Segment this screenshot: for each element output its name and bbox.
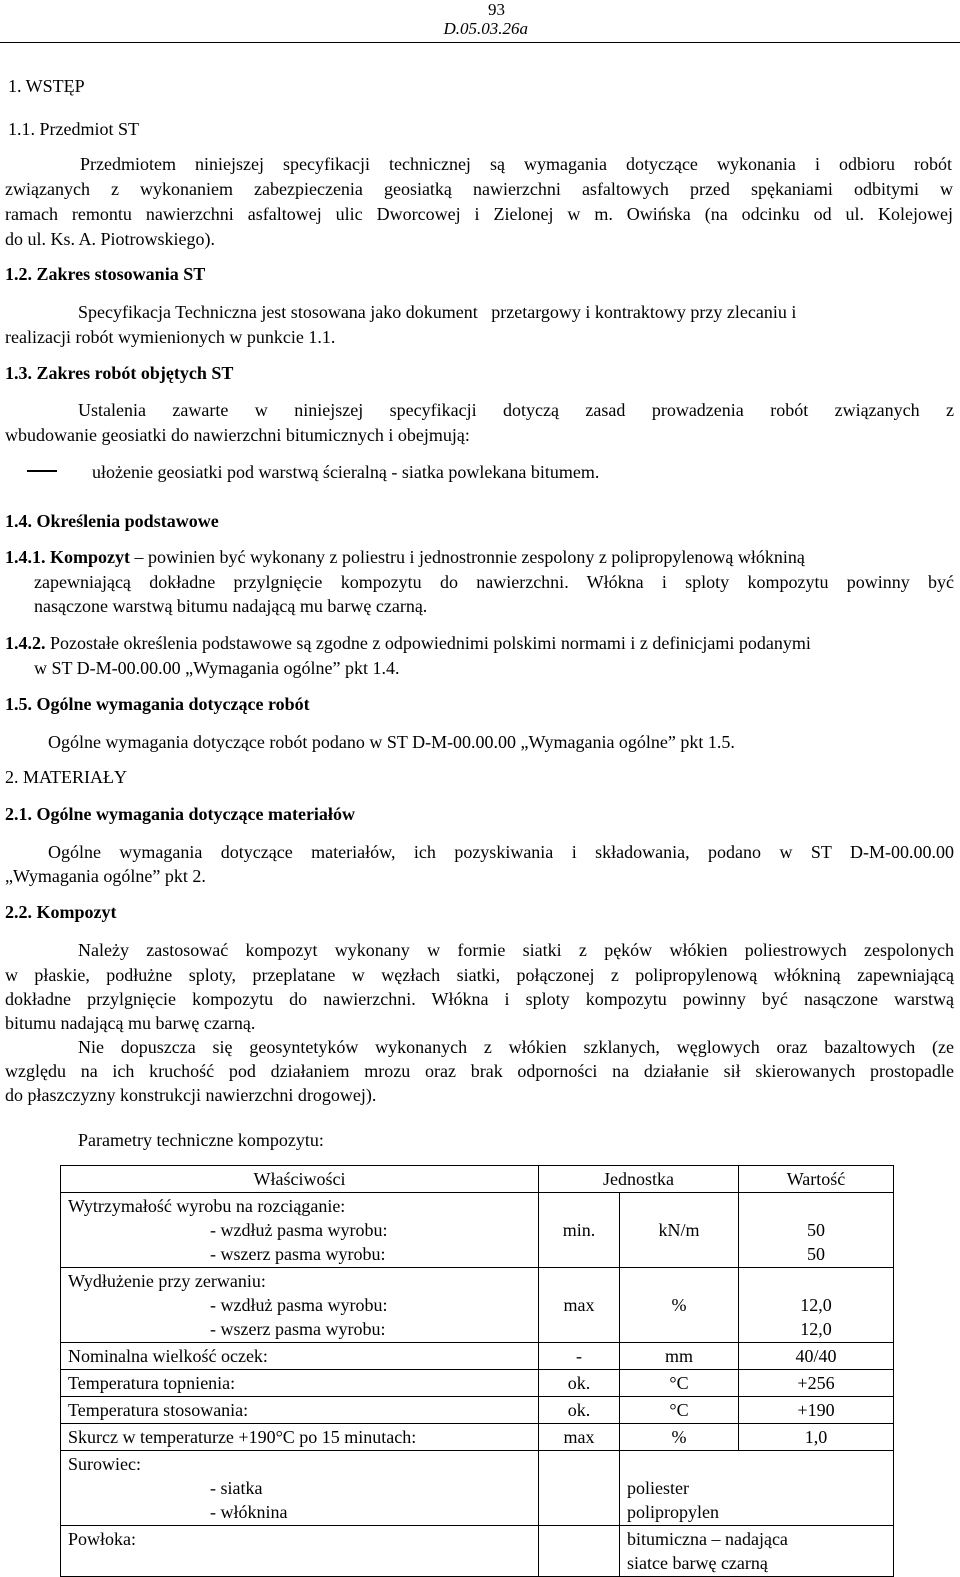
value: 12,0 [800, 1295, 832, 1315]
property-name: Wydłużenie przy zerwaniu: [68, 1271, 266, 1291]
section-2-2-line: bitumu nadającą mu barwę czarną. [5, 1013, 256, 1033]
unit-prefix: ok. [539, 1397, 620, 1424]
property-sub: - siatka [210, 1478, 263, 1498]
header-value: Wartość [739, 1166, 894, 1193]
property-sub: - wzdłuż pasma wyrobu: [210, 1295, 388, 1315]
table-row [61, 1193, 894, 1268]
value: 50 [807, 1244, 825, 1264]
unit-prefix: ok. [539, 1370, 620, 1397]
property-sub: - włóknina [210, 1502, 288, 1522]
section-1-2-line: Specyfikacja Techniczna jest stosowana jako dokument przetargowy i kontraktowy przy zlecaniu i [78, 302, 797, 322]
unit: kN/m [620, 1193, 739, 1268]
property-name: Nominalna wielkość oczek: [61, 1343, 539, 1370]
section-2-2-line: dokładne przylgnięcie kompozytu do nawierzchni. Włókna i sploty kompozytu powinny być nasączone warstwą [5, 989, 954, 1009]
section-2-2-line: Należy zastosować kompozyt wykonany w formie siatki z pęków włókien poliestrowych zespolonych [78, 940, 954, 960]
value: 40/40 [739, 1343, 894, 1370]
value: +190 [739, 1397, 894, 1424]
table-row [61, 1343, 894, 1370]
section-1-4-1-line: zapewniającą dokładne przylgnięcie kompozytu do nawierzchni. Włókna i sploty kompozytu powinny być [34, 572, 954, 592]
item-number: 1.4.2. [5, 633, 46, 653]
property-sub: - wzdłuż pasma wyrobu: [210, 1220, 388, 1240]
property-name: Temperatura stosowania: [61, 1397, 539, 1424]
section-1-4-2-line: w ST D-M-00.00.00 „Wymagania ogólne” pkt 1.4. [34, 658, 400, 678]
section-2-2-line: do płaszczyzny konstrukcji nawierzchni drogowej). [5, 1085, 377, 1105]
definition-text: Pozostałe określenia podstawowe są zgodne z odpowiednimi polskimi normami i z definicjami podanymi [45, 633, 811, 653]
document-code: D.05.03.26a [443, 19, 528, 38]
section-1-1-line: ramach remontu nawierzchni asfaltowej ulic Dworcowej i Zielonej w m. Owińska (na odcinku od ul. Kolejowej [5, 204, 953, 224]
section-2-1-heading: 2.1. Ogólne wymagania dotyczące materiałów [5, 804, 355, 824]
unit-prefix: max [539, 1424, 620, 1451]
section-1-4-heading: 1.4. Określenia podstawowe [5, 511, 219, 531]
unit: °C [620, 1370, 739, 1397]
unit: % [620, 1268, 739, 1343]
section-2-2-heading: 2.2. Kompozyt [5, 902, 117, 922]
table-row [61, 1370, 894, 1397]
value: 12,0 [800, 1319, 832, 1339]
section-1-4-1-first-line [5, 547, 805, 568]
table-row [61, 1451, 894, 1526]
section-1-1-heading: 1.1. Przedmiot ST [8, 119, 139, 139]
value: poliester [627, 1478, 689, 1498]
section-1-1-line: do ul. Ks. A. Piotrowskiego). [5, 229, 216, 249]
section-2-2-line: względu na ich kruchość pod działaniem mrozu oraz brak odporności na działanie sił skierowanych prostopadle [5, 1061, 954, 1081]
section-2-1-line: „Wymagania ogólne” pkt 2. [5, 866, 206, 886]
definition-text: – powinien być wykonany z poliestru i jednostronnie zespolony z polipropylenową włókniną [130, 547, 805, 567]
value: bitumiczna – nadająca [627, 1529, 788, 1549]
section-1-4-2-first-line [5, 633, 811, 654]
parameters-table [60, 1165, 894, 1577]
section-2-2-line: w płaskie, podłużne sploty, przeplatane w węzłach siatki, połączonej z polipropylenową włókniną zapewniającą [5, 965, 954, 985]
section-1-2-heading: 1.2. Zakres stosowania ST [5, 264, 206, 284]
property-sub: - wszerz pasma wyrobu: [210, 1319, 386, 1339]
table-header-row [61, 1166, 894, 1193]
section-2-2-line: Nie dopuszcza się geosyntetyków wykonanych z włókien szklanych, węglowych oraz bazaltowych (ze [78, 1037, 954, 1057]
parameters-label: Parametry techniczne kompozytu: [78, 1130, 324, 1150]
property-name: Temperatura topnienia: [61, 1370, 539, 1397]
table-row [61, 1526, 894, 1577]
value: polipropylen [627, 1502, 719, 1522]
section-1-3-line: Ustalenia zawarte w niniejszej specyfikacji dotyczą zasad prowadzenia robót związanych z [78, 400, 954, 420]
property-name: Skurcz w temperaturze +190°C po 15 minutach: [61, 1424, 539, 1451]
unit-prefix: - [539, 1343, 620, 1370]
value: +256 [739, 1370, 894, 1397]
section-1-5-text: Ogólne wymagania dotyczące robót podano w ST D-M-00.00.00 „Wymagania ogólne” pkt 1.5. [48, 732, 735, 752]
header-properties: Właściwości [61, 1166, 539, 1193]
section-1-3-line: wbudowanie geosiatki do nawierzchni bitumicznych i obejmują: [5, 425, 470, 445]
section-2-1-line: Ogólne wymagania dotyczące materiałów, ich pozyskiwania i składowania, podano w ST D-M-00.00.00 [48, 842, 954, 862]
unit: mm [620, 1343, 739, 1370]
section-1-3-heading: 1.3. Zakres robót objętych ST [5, 363, 234, 383]
section-1-4-1-line: nasączone warstwą bitumu nadającą mu barwę czarną. [34, 596, 428, 616]
table-row [61, 1397, 894, 1424]
bullet-dash [27, 470, 57, 472]
item-number: 1.4.1. [5, 547, 46, 567]
property-sub: - wszerz pasma wyrobu: [210, 1244, 386, 1264]
table-row [61, 1268, 894, 1343]
section-1-1-line: związanych z wykonaniem zabezpieczenia geosiatką nawierzchni asfaltowych przed spękaniami odbitymi w [5, 179, 953, 199]
unit-prefix: max [539, 1268, 620, 1343]
property-name: Wytrzymałość wyrobu na rozciąganie: [68, 1196, 346, 1216]
table-row [61, 1424, 894, 1451]
section-1-3-bullet: ułożenie geosiatki pod warstwą ścieralną - siatka powlekana bitumem. [92, 462, 600, 482]
unit-prefix: min. [539, 1193, 620, 1268]
header-unit: Jednostka [539, 1166, 739, 1193]
unit: °C [620, 1397, 739, 1424]
section-1-1-line: Przedmiotem niniejszej specyfikacji technicznej są wymagania dotyczące wykonania i odbioru robót [80, 154, 952, 174]
page-number: 93 [488, 0, 505, 19]
property-name: Surowiec: [68, 1454, 141, 1474]
property-name: Powłoka: [61, 1526, 539, 1577]
header-rule [0, 42, 960, 43]
value: 50 [807, 1220, 825, 1240]
section-1-2-line: realizacji robót wymienionych w punkcie 1.1. [5, 327, 336, 347]
value: siatce barwę czarną [627, 1553, 768, 1573]
section-1-5-heading: 1.5. Ogólne wymagania dotyczące robót [5, 694, 310, 714]
section-2-heading: 2. MATERIAŁY [5, 767, 127, 787]
value: 1,0 [739, 1424, 894, 1451]
term: Kompozyt [50, 547, 130, 567]
section-1-heading: 1. WSTĘP [8, 76, 85, 96]
unit: % [620, 1424, 739, 1451]
